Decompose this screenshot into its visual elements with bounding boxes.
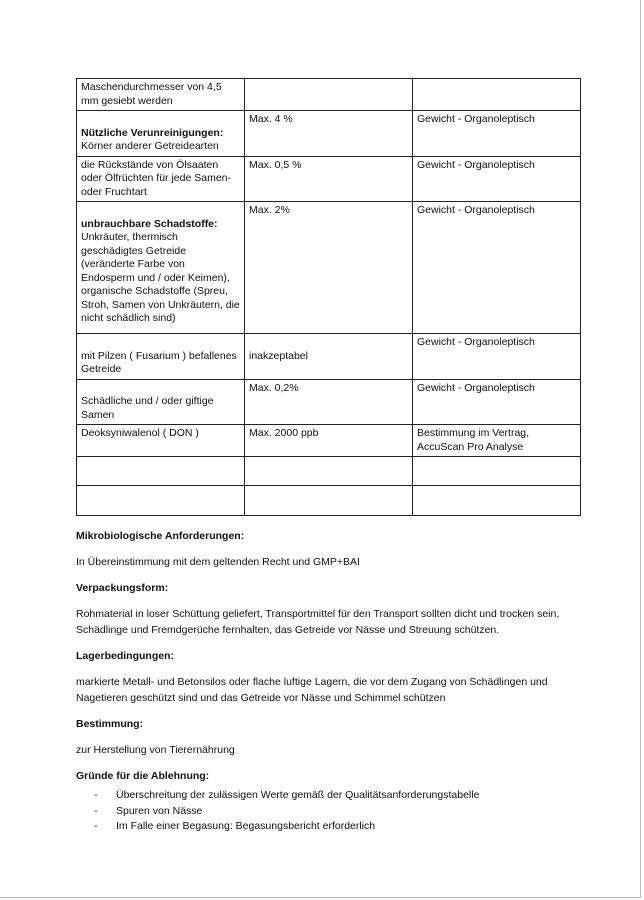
table-cell xyxy=(77,486,245,516)
table-cell xyxy=(77,457,245,486)
table-row xyxy=(77,425,581,457)
table-cell: Nützliche Verunreinigungen: Körner anderer Getreidearten xyxy=(77,111,245,157)
table-cell: Deoksyniwalenol ( DON ) xyxy=(77,425,245,457)
table-cell: unbrauchbare Schadstoffe: Unkräuter, thermisch geschädigtes Getreide (veränderte Farbe von Endosperm und / oder Keimen), organische Schadstoffe (Spreu, Stroh, Samen von Unkräutern, die nicht schädlich sind) xyxy=(77,202,245,334)
storage-heading: Lagerbedingungen: xyxy=(76,650,174,662)
table-cell: Gewicht - Organoleptisch xyxy=(413,156,581,202)
table-cell: Gewicht - Organoleptisch xyxy=(413,111,581,157)
table-cell: Max. 0,2% xyxy=(245,379,413,425)
packaging-text: Rohmaterial in loser Schüttung geliefert, Transportmittel für den Transport sollten dicht und trocken sein, Schädlinge und Fremdgerüche fernhalten, das Getreide vor Nässe und Streuung schützen. xyxy=(76,608,560,636)
table-cell: mit Pilzen ( Fusarium ) befallenes Getreide xyxy=(77,334,245,380)
micro-text: In Übereinstimmung mit dem geltenden Recht und GMP+BAI xyxy=(76,556,360,568)
table-cell: Gewicht - Organoleptisch xyxy=(413,379,581,425)
table-cell: Schädliche und / oder giftige Samen xyxy=(77,379,245,425)
table-row xyxy=(77,457,581,486)
table-cell: inakzeptabel xyxy=(245,334,413,380)
table-row xyxy=(77,111,581,157)
table-row xyxy=(77,379,581,425)
rejection-heading: Gründe für die Ablehnung: xyxy=(76,770,210,782)
cell-heading: Nützliche Verunreinigungen: xyxy=(81,126,224,139)
bullet-dash: - xyxy=(94,789,98,801)
bullet-dash: - xyxy=(94,820,98,832)
packaging-heading: Verpackungsform: xyxy=(76,582,169,594)
quality-requirements-table xyxy=(76,78,581,516)
table-cell: Max. 0,5 % xyxy=(245,156,413,202)
storage-text: markierte Metall- und Betonsilos oder flache luftige Lagern, die vor dem Zugang von Schädlingen und Nagetieren geschützt sind und das Getreide vor Nässe und Schimmel schützen xyxy=(76,676,548,704)
table-cell: Bestimmung im Vertrag, AccuScan Pro Analyse xyxy=(413,425,581,457)
micro-heading: Mikrobiologische Anforderungen: xyxy=(76,530,245,542)
table-cell xyxy=(413,486,581,516)
cell-heading: unbrauchbare Schadstoffe: xyxy=(81,217,218,230)
table-cell: Gewicht - Organoleptisch xyxy=(413,334,581,380)
table-row xyxy=(77,334,581,380)
table-row xyxy=(77,486,581,516)
list-item: - Überschreitung der zulässigen Werte gemäß der Qualitätsanforderungstabelle xyxy=(76,788,586,804)
table-cell: Max. 4 % xyxy=(245,111,413,157)
table-cell: Max. 2% xyxy=(245,202,413,334)
table-cell: Gewicht - Organoleptisch xyxy=(413,202,581,334)
list-item: - Im Falle einer Begasung: Begasungsbericht erforderlich xyxy=(76,819,586,835)
table-row xyxy=(77,202,581,334)
table-cell xyxy=(413,79,581,111)
bullet-dash: - xyxy=(94,804,98,817)
table-cell xyxy=(245,79,413,111)
purpose-text: zur Herstellung von Tierernährung xyxy=(76,744,235,756)
table-cell: die Rückstände von Ölsaaten oder Ölfrüchten für jede Samen- oder Fruchtart xyxy=(77,156,245,202)
list-item: - Spuren von Nässe xyxy=(76,804,586,820)
document-body xyxy=(76,528,586,835)
rejection-list xyxy=(76,788,586,835)
purpose-heading: Bestimmung: xyxy=(76,718,144,730)
table-cell: Maschendurchmesser von 4,5 mm gesiebt werden xyxy=(77,79,245,111)
table-cell xyxy=(245,486,413,516)
table-row xyxy=(77,156,581,202)
table-cell xyxy=(413,457,581,486)
table-cell xyxy=(245,457,413,486)
table-cell: Max. 2000 ppb xyxy=(245,425,413,457)
table-row xyxy=(77,79,581,111)
